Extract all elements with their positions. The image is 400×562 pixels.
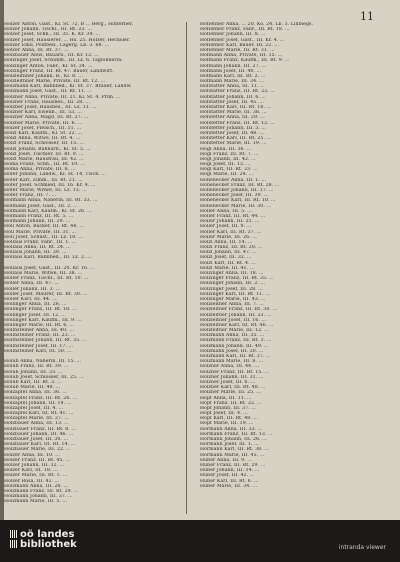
directory-entry: Holzinger Marie, III. 43. ...	[200, 296, 266, 302]
directory-entry: Hofmann Johann, III. 29. ...	[4, 219, 71, 225]
directory-entry: Hofstätter Franz, III. Rt. 23. ...	[200, 89, 276, 95]
directory-entry: Huber Josef, III. 42. ...	[200, 473, 255, 479]
directory-entry: Hofstätter Anna, III. 11. ...	[200, 84, 265, 90]
directory-entry: Holzapfel Josef, III. 4. ...	[4, 405, 64, 411]
directory-entry: Höller Karl, III. Rt. 37. ...	[200, 229, 262, 235]
directory-entry: Holzmann Karl, III. Rt. 27. ...	[200, 354, 271, 359]
directory-entry: Holzbauer Marie, III. 22. ...	[4, 447, 71, 453]
directory-entry: Höller Franz, III. Rt. 44. ...	[200, 213, 266, 219]
directory-entry: Hohenecker Johann, III. 17. ...	[200, 188, 274, 193]
directory-entry: Holzmann Franz, III. Rt. 29. ...	[4, 488, 79, 494]
directory-entry: Hollinger Franz, III. Rt. 18. ...	[4, 307, 77, 313]
directory-entry: Huber Marie, III. 34. ...	[200, 483, 258, 489]
directory-entry: Holzner Franz, III. Rt. 15. ...	[200, 369, 270, 375]
directory-entry: Holzinger Franz, III. Rt. 47. Bauer, Landwirt.	[4, 68, 114, 74]
directory-entry: Hopf Anna, III. 11. ...	[200, 395, 252, 401]
directory-entry: Holzer Johann, III. 32. ...	[4, 462, 65, 468]
directory-entry: Hollnsteiner Karl, III. 50. ...	[4, 348, 72, 354]
directory-entry: Hofmann Anna, Private, III. 15. ...	[200, 53, 283, 59]
directory-entry: Hopf Karl, III. Rt. 48. ...	[200, 416, 259, 422]
page-number: 11	[360, 10, 374, 23]
directory-entry: Hofer Karl, Zimm., III. Rt. 21. ...	[4, 177, 83, 183]
directory-entry: Holzmann Anna, III. 28. ...	[4, 483, 69, 489]
directory-entry: Holzner Anna, Magd, III. Rt. 27. ...	[4, 115, 89, 121]
directory-entry: Hollaus Anna, III. Rt. 24. ...	[4, 245, 71, 251]
directory-entry: Holzleithner Marie, Private, III. Rt. 12. ...	[4, 79, 106, 85]
directory-entry: Hofer Marie, Witwe, III. Lz. 13. ...	[4, 188, 87, 193]
directory-entry: Högl Johann, III. 42. ...	[200, 156, 256, 162]
directory-entry: Hölzl Franz, Schlosser, III. 15. ...	[4, 141, 85, 147]
directory-entry: Hofmann Josef, III. 40. ...	[200, 68, 262, 74]
directory-entry: Hofmann Franz, III. Rt. 5. ...	[4, 213, 74, 219]
directory-entry: Hollnsteiner Johann, III. Rt. 35. ...	[4, 338, 87, 344]
directory-entry: Hoflehner Marie, III. Rt. 31. ...	[200, 47, 275, 53]
directory-entry: Hölzl Karl, Kaufm., Kl. St. 22. ...	[4, 130, 83, 136]
directory-entry: Hollinger Josef, III. 12. ...	[4, 312, 67, 318]
directory-entry: Holzner Karl, Eisenb., III. 53. ...	[4, 110, 82, 116]
directory-entry: Hohenecker Karl, III. Rt. 10. ...	[200, 198, 276, 204]
directory-entry: Holzinger Karl, III. Rt. 11. ...	[200, 291, 271, 297]
directory-entry: Hölzl Karl, III. Rt. 4. ...	[200, 260, 256, 266]
directory-entry: Holzner Josef, III. 6. ...	[200, 379, 256, 385]
directory-entry: Holzer Josef, Hausierer, ... Hs. 25. Holzer, Hechsler.	[4, 37, 131, 43]
directory-entry: Holzleitner Anna, III. 7. ...	[200, 302, 264, 308]
directory-entry: Hopf Franz, III. Rt. 22. ...	[200, 400, 262, 406]
library-logo	[10, 530, 77, 550]
directory-entry: Holzer Josef, Schn., III. 35. K. Kr. 34. ...	[4, 32, 101, 38]
directory-entry: Hörmann Marie, III. 45. ...	[200, 452, 265, 458]
directory-entry: Hohenecker Josef, III. 39. ...	[200, 193, 269, 199]
directory-entry: Holzinger Josef, Schuhm., III. Lz. 6. Taglohnerin.	[4, 58, 123, 64]
directory-entry: Holl Anton, Bäcker, III. Rt. 44. ...	[4, 224, 85, 230]
directory-entry: Holzmann Marie, III. 8. ...	[200, 359, 264, 365]
directory-entry: Holzner Marie, III. 25. ...	[200, 390, 261, 396]
directory-entry: Hohenecker Franz, III. Rt. 28. ...	[200, 182, 280, 188]
directory-entry: Hofmann Karl, III. Rt. 2. ...	[200, 73, 266, 79]
directory-entry: Hopf Josef, III. 4. ...	[200, 411, 248, 417]
directory-entry: Holzbauer Johann, III. 46. ...	[4, 431, 74, 437]
directory-entry: Hofmann Marie, III. 34. ...	[200, 79, 264, 85]
directory-entry: Hopf Marie, III. 19. ...	[200, 421, 254, 427]
directory-entry: Hofstetter Karl, III. Rt. 25. ...	[200, 136, 272, 142]
directory-entry: Hollnsteiner Franz, III. 23. ...	[4, 333, 76, 339]
directory-entry: Holub Josef, Schlosser, III. 25. ...	[4, 374, 84, 380]
directory-entry: Hörmann Johann, III. 26. ...	[200, 437, 267, 442]
directory-entry: Holzer Emil, Postbed., Lagerg. Lb. 3. 68. ...	[4, 42, 110, 48]
directory-entry: Holzer Marie, III. Rt. 1. ...	[4, 473, 68, 479]
directory-entry: Hoflehner Josef, Gast., III. Kr. 4. ...	[200, 37, 285, 43]
directory-entry: Hölzl Johann, III. 47. ...	[200, 250, 257, 256]
directory-entry: Hofmann Anna, Näherin, III. Rt. 33. ...	[4, 198, 98, 204]
directory-entry: Holzapfel Franz, III. Rt. 26. ...	[4, 395, 78, 401]
directory-entry: Holzleitner Franz, III. Rt. 30. ...	[200, 307, 278, 313]
directory-entry: Holler Franz, Tischl., III. Rt. 10. ...	[4, 276, 89, 282]
directory-entry: Hoflehner Karl, Bauer, III. 22. ...	[200, 42, 280, 48]
directory-entry: Hoflehner Johann, III. 8. ...	[200, 32, 266, 38]
directory-entry: Holzbauer Franz, III. Rt. 8. ...	[4, 426, 77, 432]
directory-entry: Huber Anna, III. 9. ...	[200, 457, 253, 463]
directory-entry: Holl Josef, Schust., III. Lz. 18. ...	[4, 234, 84, 240]
directory-entry: Hofstetter Marie, III. 19. ...	[200, 141, 267, 147]
directory-entry: Hollinger Anna, III. 26. ...	[4, 302, 67, 308]
directory-entry: Holzner Anna, III. 44. ...	[200, 364, 259, 370]
directory-entry: Hofstetter Josef, III. 48. ...	[200, 130, 265, 136]
directory-entry: Hofstätter Josef, III. 45. ...	[200, 99, 265, 105]
directory-entry: Holler Johann, III. 3. ...	[4, 286, 61, 292]
directory-entry: Holzmann Karl, Bahnbed., Kl. St. 37. Brauer, Landw.	[4, 84, 132, 90]
directory-entry: Holzhauer Alois, Bauarb., III. Kr. 12. ...	[4, 53, 100, 59]
directory-entry: Holzmann Anna, III. 35. ...	[200, 333, 265, 339]
directory-entry: Holzbauer Karl, III. Rt. 14. ...	[4, 442, 76, 448]
directory-entry: Hölzl Josef, III. 32. ...	[200, 255, 252, 261]
directory-entry: Holzinger Anton, Fabr., Kl. St. 34. ...	[4, 63, 93, 69]
directory-entry: Holzmann Franz, III. Rt. 3. ...	[200, 338, 272, 344]
directory-entry: Hofstätter Karl, III. Rt. 16. ...	[200, 105, 272, 110]
directory-entry: Huber Johann, III. 14. ...	[200, 468, 260, 474]
logo-line-1: oö landes	[20, 529, 75, 540]
directory-entry: Hofstätter Johann, III. 6. ...	[200, 94, 267, 100]
directory-entry: Hoflehner Franz, Fabr., III. Rt. 18. ...	[200, 27, 290, 33]
directory-entry: Hollaus Karl, Bahnbed., III. Lz. 2. ...	[4, 255, 92, 261]
directory-entry: Hölzl Johann, Bahnarb., Kl. St. 5. ...	[4, 146, 91, 152]
directory-entry: Homa Franz, Schn., III. Rt. 19. ...	[4, 162, 86, 168]
directory-entry: Holub Marie, III. 49. ...	[4, 385, 61, 391]
directory-entry: Hopf Johann, III. 37. ...	[200, 405, 257, 411]
directory-entry: Höller Johann, III. 21. ...	[200, 219, 260, 225]
directory-entry: Hofmann Karl, Kaufm., Kl. St. 26. ...	[4, 208, 92, 214]
directory-entry: Hörmann Franz, III. Rt. 13. ...	[200, 431, 273, 437]
directory-entry: Holzleithner Johann, B., Kl. 8. ...	[4, 73, 83, 79]
directory-entry: Hölzl Franz, III. Rt. 20. ...	[200, 245, 263, 251]
directory-entry: Holzleitner Johann, III. 23. ...	[200, 312, 272, 318]
directory-entry: Högl Franz, III. Rt. 7. ...	[200, 151, 259, 157]
logo-mark-icon	[10, 540, 18, 548]
directory-entry: Holzner Karl, III. Rt. 40. ...	[200, 385, 266, 391]
directory-entry: Huber Franz, III. Rt. 29. ...	[200, 462, 266, 468]
directory-entry: Holzapfel Marie, III. 27. ...	[4, 416, 69, 422]
directory-entry: Hörmann Karl, III. Rt. 38. ...	[200, 447, 269, 453]
directory-entry: Holzleitner Josef, III. 16. ...	[200, 317, 267, 323]
directory-entry: Hölzl Marie, III. 41. ...	[200, 265, 255, 271]
directory-entry: Holzer Franz, III. Rt. 45. ...	[4, 457, 71, 463]
logo-mark-icon	[10, 530, 18, 538]
directory-entry: Hölzl Marie, Hausfrau, III. 42. ...	[4, 156, 84, 162]
directory-entry: Holzner Josef, Hausbes., III. Lz. 11. ...	[4, 105, 97, 110]
directory-columns	[4, 22, 396, 514]
directory-entry: Hoflehner Anna, ... 20. Ko. 24. Lb. 3. Linbiegs.	[200, 22, 314, 27]
directory-entry: Högl Josef, III. 13. ...	[200, 162, 251, 168]
directory-entry: Holzer Anna, III. 10. ...	[4, 452, 60, 458]
directory-entry: Holzer Anna, III. Rt. 37. ...	[4, 47, 69, 53]
directory-entry: Holzmann Johann, III. 37. ...	[4, 494, 73, 500]
directory-entry: Holzner Franz, Hausbes., III. 28. ...	[4, 99, 91, 105]
directory-entry: Hofstätter Marie, III. 38. ...	[200, 110, 267, 116]
directory-entry: Holzinger Josef, III. 28. ...	[200, 286, 263, 292]
viewer-label: intranda viewer	[338, 544, 386, 551]
directory-entry: Holub Anna, Näherin, III. 15. ...	[4, 359, 82, 365]
directory-entry: Hollaus Marie, Witwe, III. 38. ...	[4, 271, 83, 276]
directory-entry: Hollaus Johann, III. 39. ...	[4, 250, 67, 256]
directory-entry: Hörmann Josef, III. 1. ...	[200, 442, 259, 448]
directory-entry: Holzer Josef, Fleisch., III. 51. ...	[4, 125, 82, 131]
directory-entry: Högl Marie, III. 24. ...	[200, 172, 254, 178]
directory-entry: Hollaus Franz, Fabr., III. 1. ...	[4, 239, 77, 245]
directory-entry: Holzleitner Marie, III. 12. ...	[200, 328, 269, 334]
directory-entry: Hofmann Franz, Kaufm., III. Rt. 9. ...	[200, 58, 290, 64]
directory-entry: Hölzl Anna, III. 14. ...	[200, 239, 253, 245]
directory-entry: Holzinger Franz, III. Rt. 35. ...	[200, 276, 274, 282]
directory-entry: Hollinger Marie, III. Rt. 6. ...	[4, 322, 75, 328]
directory-entry: Huber Karl, III. Rt. 6. ...	[200, 478, 259, 484]
directory-entry: Holler Josef, Maurer, III. Rt. 30. ...	[4, 291, 88, 297]
directory-entry: Hofmann Josef, Gast., III. 2. ...	[4, 203, 78, 209]
directory-entry: Hollaus Josef, Gast., III. 20. Kr. 16. ...	[4, 265, 95, 271]
directory-entry: Hohenecker Marie, III. 30. ...	[200, 203, 272, 209]
directory-entry: Hofer Franz, III. 7. ...	[4, 193, 57, 199]
logo-line-2: bibliothek	[20, 539, 77, 550]
left-column	[4, 22, 200, 514]
directory-entry: Holler Anna, III. 47. ...	[4, 281, 59, 287]
directory-entry: Holzmann Josef, Gast., III. Rt. 11. ...	[4, 89, 92, 95]
directory-entry: Holzinger Johann, III. 2. ...	[200, 281, 266, 287]
directory-entry: Holub Franz, III. Rt. 39. ...	[4, 364, 69, 370]
directory-entry: Holzleitner Karl, III. Rt. 46. ...	[200, 322, 274, 328]
directory-entry: Holzer Rosa, III. 43. ...	[4, 478, 60, 484]
directory-entry: Holub Karl, III. Rt. 3. ...	[4, 379, 62, 385]
directory-entry: Holzer Karl, III. 18. ...	[4, 468, 58, 474]
directory-entry: Hofer Josef, Schmied, III. 16. Kr. 4. ...	[4, 182, 96, 188]
directory-entry: Holler Karl, III. 44. ...	[4, 296, 57, 302]
directory-entry: Högl Anna, III. 36. ...	[200, 146, 252, 152]
directory-entry: Holub Johann, III. 33. ...	[4, 369, 63, 375]
directory-entry: Hofstetter Johann, III. 3. ...	[200, 125, 267, 131]
directory-entry: Holzapfel Anna, III. 36. ...	[4, 390, 67, 396]
directory-entry: Holzner Johann, III. 31. ...	[200, 374, 264, 380]
directory-entry: Hohenecker Anna, III. 1. ...	[200, 177, 267, 183]
directory-entry: Holzapfel Karl, III. Rt. 41. ...	[4, 411, 74, 417]
directory-entry: Hofmann Johann, III. 27. ...	[200, 63, 267, 69]
directory-entry: Holzinger Anna, III. 18. ...	[200, 271, 264, 276]
directory-entry: Höller Marie, III. 26. ...	[200, 234, 257, 240]
directory-entry: Holzer Anton, Gast., Kl. St. 72. B ... Berg., Hinterber.	[4, 22, 134, 27]
directory-entry: Höller Anna, III. 5. ...	[200, 208, 252, 214]
directory-entry: Hofer Johann, Landw., Kl. St. 14. Tisch. ...	[4, 172, 107, 178]
directory-entry: Homa Anna, Private, III. 8. ...	[4, 167, 76, 173]
directory-entry: Holzer Johann, Tischl., III. Rt. 23. ...	[4, 27, 93, 33]
directory-entry: Hollnsteiner Anna, III. 40. ...	[4, 328, 74, 334]
directory-entry: Hofstetter Anna, III. 29. ...	[200, 115, 265, 121]
directory-entry: Hollinger Karl, Kaufm., III. 9. ...	[4, 317, 82, 323]
right-column	[200, 22, 396, 514]
directory-entry: Hofstetter Franz, III. Rt. 12. ...	[200, 120, 276, 126]
directory-entry: Hölzl Josef, Tischler, III. Rt. 9. ...	[4, 151, 84, 157]
directory-entry: Holl Marie, Private, III. 31. ...	[4, 229, 77, 235]
directory-entry: Hörmann Anna, III. 33. ...	[200, 426, 263, 432]
directory-entry: Holzmann Josef, III. 20. ...	[200, 348, 264, 354]
directory-entry: Höller Josef, III. 9. ...	[200, 224, 252, 230]
directory-entry: Holzapfel Johann, III. 19. ...	[4, 400, 72, 406]
directory-entry: Holzner Marie, Private, III. 6. ...	[4, 120, 83, 126]
directory-entry: Holzmann Marie, III. 5. ...	[4, 499, 68, 505]
directory-entry: Hollnsteiner Josef, III. 17. ...	[4, 343, 74, 349]
directory-entry: Holzbauer Anna, III. 13. ...	[4, 421, 69, 427]
directory-entry: Holzner Anna, Private, III. 21. Kl. St. 4. Prim. ...	[4, 94, 121, 100]
directory-entry: Hölzl Anna, Witwe, III. Rt. 4. ...	[4, 136, 81, 142]
directory-entry: Holzmann Johann, III. 49. ...	[200, 343, 269, 349]
directory-entry: Högl Karl, III. Rt. 33. ...	[200, 167, 258, 173]
directory-entry: Holzbauer Josef, III. 30. ...	[4, 437, 69, 442]
